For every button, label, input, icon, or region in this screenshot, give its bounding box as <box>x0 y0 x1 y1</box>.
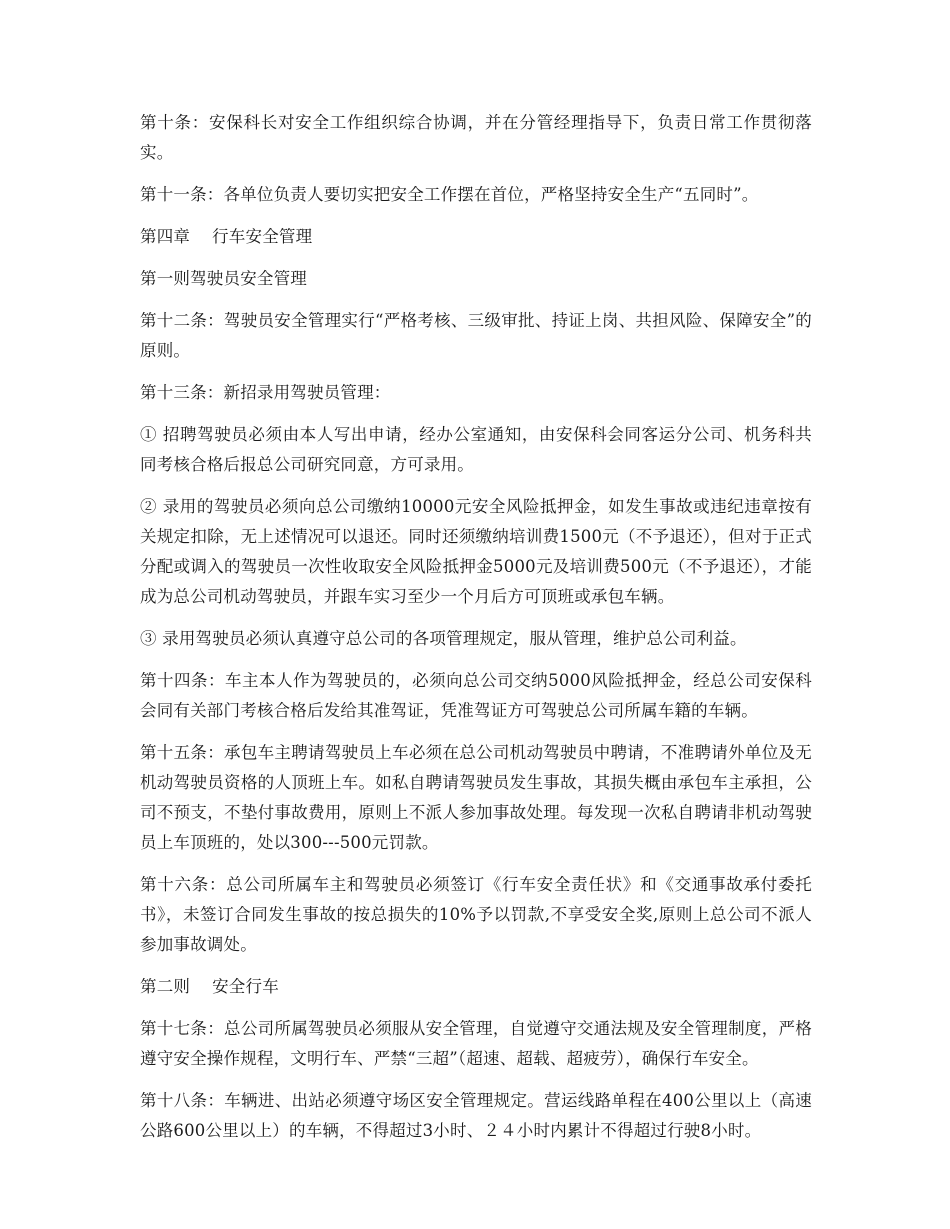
chapter-number: 第四章 <box>140 227 191 246</box>
article-16: 第十六条：总公司所属车主和驾驶员必须签订《行车安全责任状》和《交通事故承付委托书》，未签订合同发生事故的按总损失的10%予以罚款,不享受安全奖,原则上总公司不派人参加事故调处。 <box>140 875 812 954</box>
list-item-3: ③ 录用驾驶员必须认真遵守总公司的各项管理规定，服从管理，维护总公司利益。 <box>140 629 747 648</box>
article-14: 第十四条：车主本人作为驾驶员的，必须向总公司交纳5000风险抵押金，经总公司安保科会同有关部门考核合格后发给其准驾证，凭准驾证方可驾驶总公司所属车籍的车辆。 <box>140 671 812 720</box>
article-10: 第十条：安保科长对安全工作组织综合协调，并在分管经理指导下，负责日常工作贯彻落实。 <box>140 113 812 162</box>
list-item-2: ② 录用的驾驶员必须向总公司缴纳10000元安全风险抵押金，如发生事故或违纪违章按有关规定扣除，无上述情况可以退还。同时还须缴纳培训费1500元（不予退还），但对于正式分配或调入的驾驶员一次性收取安全风险抵押金5000元及培训费500元（不予退还），才能成为总公司机动驾驶员，并跟车实习至少一个月后方可顶班或承包车辆。 <box>140 497 812 606</box>
chapter-title: 行车安全管理 <box>212 227 313 246</box>
section-number: 第二则 <box>140 977 191 996</box>
list-item-1: ① 招聘驾驶员必须由本人写出申请，经办公室通知，由安保科会同客运分公司、机务科共同考核合格后报总公司研究同意，方可录用。 <box>140 425 812 474</box>
article-13: 第十三条：新招录用驾驶员管理： <box>140 383 391 402</box>
article-11: 第十一条：各单位负责人要切实把安全工作摆在首位，严格坚持安全生产“五同时”。 <box>140 185 759 204</box>
article-17: 第十七条：总公司所属驾驶员必须服从安全管理，自觉遵守交通法规及安全管理制度，严格遵守安全操作规程，文明行车、严禁“三超”（超速、超载、超疲劳），确保行车安全。 <box>140 1019 812 1068</box>
chapter-4-heading <box>140 222 812 252</box>
section-2-heading <box>140 972 812 1002</box>
article-18: 第十八条：车辆进、出站必须遵守场区安全管理规定。营运线路单程在400公里以上（高速公路600公里以上）的车辆，不得超过3小时、２４小时内累计不得超过行驶8小时。 <box>140 1091 812 1140</box>
article-12: 第十二条：驾驶员安全管理实行“严格考核、三级审批、持证上岗、共担风险、保障安全”的原则。 <box>140 311 812 360</box>
article-15: 第十五条：承包车主聘请驾驶员上车必须在总公司机动驾驶员中聘请，不准聘请外单位及无机动驾驶员资格的人顶班上车。如私自聘请驾驶员发生事故，其损失概由承包车主承担，公司不预支，不垫付事故费用，原则上不派人参加事故处理。每发现一次私自聘请非机动驾驶员上车顶班的，处以300---500元罚款。 <box>140 743 812 852</box>
document-body <box>140 108 812 1158</box>
section-1-heading: 第一则驾驶员安全管理 <box>140 269 307 288</box>
section-title: 安全行车 <box>212 977 279 996</box>
